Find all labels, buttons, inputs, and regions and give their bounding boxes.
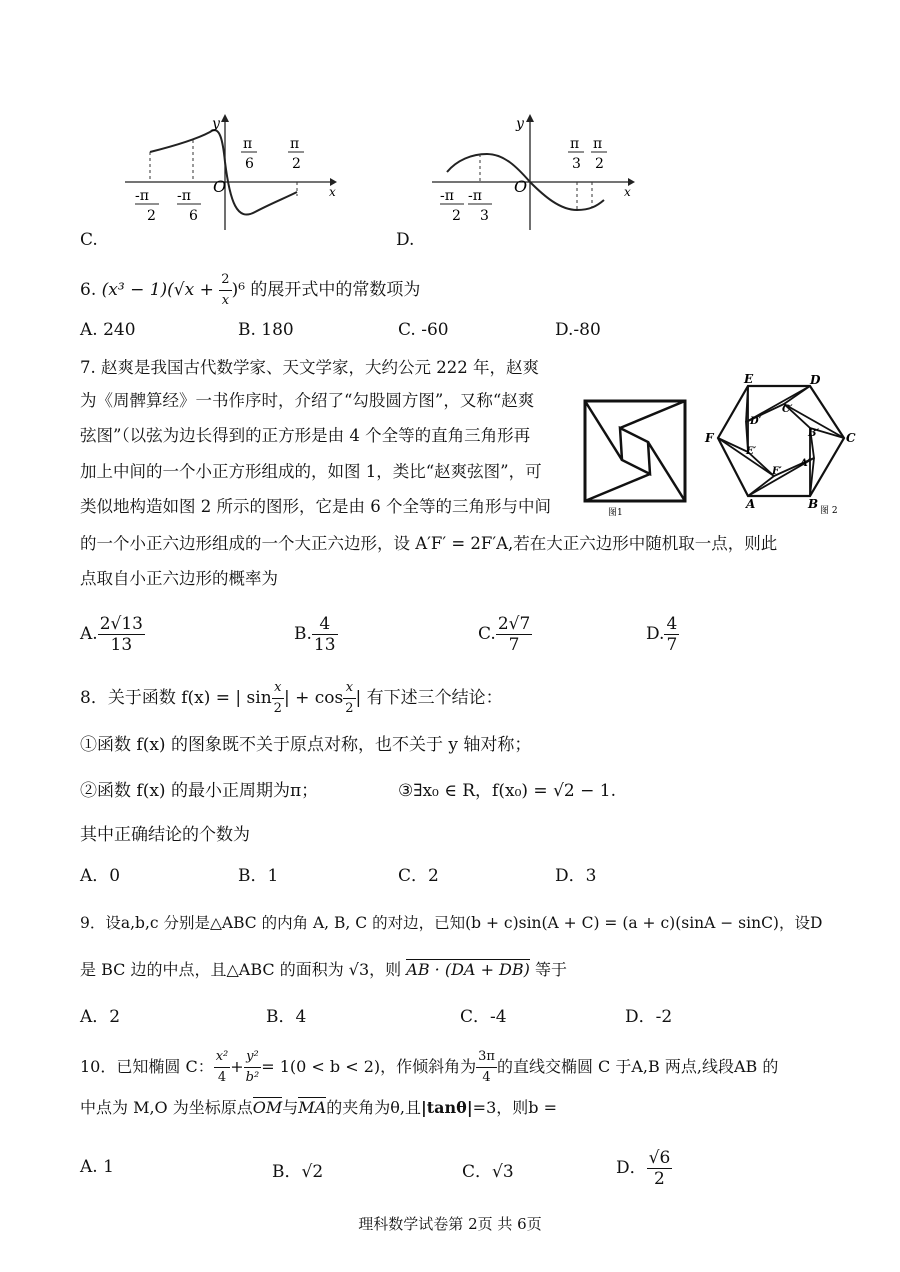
q9-option-a: A．2 [80,1007,121,1027]
graph-d-label: D. [396,230,415,250]
q7-option-c: C. $\frac{2√7}{7}$ [478,614,531,655]
figure-1-zhao-shuang-square [582,398,692,518]
svg-text:-π: -π [135,188,149,204]
svg-text:C′: C′ [782,404,793,415]
q7-line-3: 弦图”（以弦为边长得到的正方形是由 4 个全等的直角三角形再 [80,426,531,445]
q10-option-c: C．√3 [462,1162,514,1182]
svg-text:π: π [290,136,300,152]
svg-text:E: E [744,372,754,386]
svg-text:2: 2 [147,208,156,224]
q9-option-d: D．-2 [625,1007,673,1027]
figure-2-caption: 图 2 [820,506,838,516]
q10-option-a: A. 1 [80,1157,114,1177]
q6-option-a: A. 240 [80,320,136,340]
origin-label: O [213,177,227,196]
svg-text:D′: D′ [750,416,762,427]
q8-option-c: C．2 [398,866,439,886]
graph-c-label: C. [80,230,98,250]
q6-option-b: B. 180 [238,320,294,340]
svg-text:-π: -π [440,188,454,204]
q6-option-d: D.-80 [555,320,601,340]
q8-ask: 其中正确结论的个数为 [80,825,250,845]
figure-1-caption: 图1 [608,508,623,518]
q7-option-b: B. $\frac{4}{13}$ [294,614,336,655]
figure-2-hexagon [702,372,862,522]
q7-line-2: 为《周髀算经》一书作序时，介绍了“勾股圆方图”，又称“赵爽 [80,391,535,410]
q8-option-a: A．0 [80,866,121,886]
svg-text:D: D [810,373,821,387]
graph-d [432,112,637,232]
x-label: x [624,185,631,199]
q7-line-4: 加上中间的一个小正方形组成的，如图 1，类比“赵爽弦图”，可 [80,462,542,481]
q7-line-7: 点取自小正六边形的概率为 [80,569,278,588]
svg-text:F: F [705,431,714,445]
svg-text:-π: -π [468,188,482,204]
page-footer: 理科数学试卷第 2页 共 6页 [358,1215,542,1233]
svg-text:-π: -π [177,188,191,204]
svg-text:C: C [846,431,856,445]
q10-line-1: 10．已知椭圆 C： $\frac{\text{x²}}{4}$ + $\frac{\text{y²}}{\text{b²}}$ = 1(0 < b < 2)，作倾斜角为 $\frac{3\pi}{4}$ 的直线交椭圆 C 于A,B 两点,线段AB 的 [80,1049,779,1085]
q9-line-1: 9．设a,b,c 分别是△ABC 的内角 A, B, C 的对边，已知(b + c)sin(A + C) = (a + c)(sinA − sinC)，设D [80,914,823,932]
q7-line-5: 类似地构造如图 2 所示的图形，它是由 6 个全等的三角形与中间 [80,497,551,516]
q10-option-b: B．√2 [272,1162,324,1182]
q10-line-2: 中点为 M,O 为坐标原点OM与MA的夹角为θ,且|tanθ|=3，则b = [80,1098,557,1117]
q9-option-c: C．-4 [460,1007,507,1027]
q7-option-a: A. $\frac{2√13}{13}$ [80,614,143,655]
q8-statement-1: ①函数 f(x) 的图象既不关于原点对称，也不关于 y 轴对称； [80,735,532,755]
q6-option-c: C. -60 [398,320,449,340]
svg-text:2: 2 [452,208,461,224]
origin-label: O [514,177,528,196]
q8-statement-3: ③∃x₀ ∈ R，f(x₀) = √2 − 1. [398,781,616,801]
q6-stem: 6. (x³ − 1)(√x + $\frac{2}{x}$ )⁶ 的展开式中的常数项为 [80,272,421,308]
svg-text:π: π [570,136,580,152]
q7-option-d: D. $\frac{4}{7}$ [646,614,678,655]
svg-text:2: 2 [292,156,301,172]
q8-option-d: D．3 [555,866,597,886]
svg-text:E′: E′ [746,446,757,457]
q10-option-d: D． $\frac{√6}{2}$ [616,1148,671,1189]
q8-stem: 8．关于函数 f(x) = | sin $\frac{x}{2}$ | + cos $\frac{x}{2}$ | 有下述三个结论： [80,680,503,716]
y-label: y [516,116,524,132]
svg-text:2: 2 [595,156,604,172]
y-label: y [212,116,220,132]
svg-text:A′: A′ [800,458,811,469]
q7-line-6: 的一个小正六边形组成的一个大正六边形，设 A′F′ = 2F′A,若在大正六边形中随机取一点，则此 [80,534,778,553]
graph-c [125,112,340,232]
svg-text:6: 6 [245,156,254,172]
svg-text:π: π [593,136,603,152]
svg-text:B′: B′ [808,428,820,439]
q8-option-b: B．1 [238,866,279,886]
q8-statement-2: ②函数 f(x) 的最小正周期为π； [80,781,319,801]
svg-text:3: 3 [572,156,581,172]
q9-option-b: B．4 [266,1007,307,1027]
svg-text:π: π [243,136,253,152]
x-label: x [329,185,336,199]
svg-text:6: 6 [189,208,198,224]
q7-line-1: 7. 赵爽是我国古代数学家、天文学家，大约公元 222 年，赵爽 [80,358,539,377]
svg-text:A: A [746,497,756,511]
svg-text:B: B [808,497,819,511]
svg-text:3: 3 [480,208,489,224]
svg-text:F′: F′ [772,466,782,477]
q9-line-2: 是 BC 边的中点，且△ABC 的面积为 √3，则 AB · (DA + DB) 等于 [80,960,567,979]
